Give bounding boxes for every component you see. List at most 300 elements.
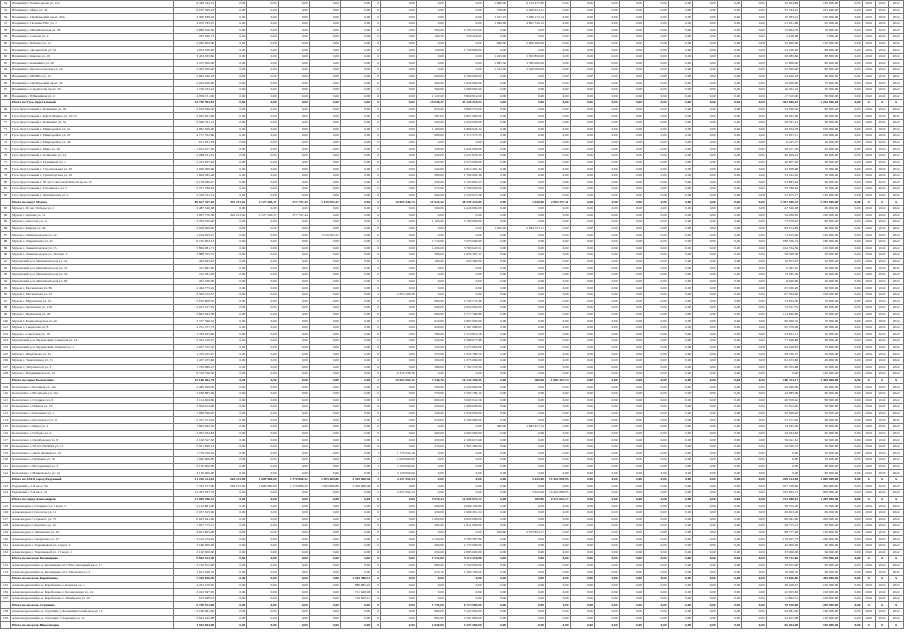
extra-cost-cell[interactable]: 0,00 — [840, 371, 862, 378]
value-cell[interactable]: 0,00 — [340, 232, 371, 239]
value-cell[interactable]: 0,00 — [619, 238, 644, 245]
year-cell[interactable]: 2022 — [875, 40, 888, 47]
value-cell[interactable]: 0,00 — [247, 357, 278, 364]
value-cell[interactable]: 0,00 — [742, 364, 767, 371]
value-cell[interactable]: 0,00 — [619, 463, 644, 470]
value-cell[interactable]: 0,00 — [742, 14, 767, 21]
value-cell[interactable]: 0 — [372, 338, 381, 345]
value-cell[interactable]: 0,00 — [216, 40, 247, 47]
value-cell[interactable]: 0,00 — [278, 238, 309, 245]
value-cell[interactable]: 0,00 — [595, 60, 620, 67]
specific-cost-cell[interactable]: 45 000,00 — [766, 542, 799, 549]
value-cell[interactable]: 0,00 — [668, 225, 693, 232]
specific-cost-cell[interactable]: 62 253,66 — [766, 357, 799, 364]
year-cell[interactable]: 2022 — [862, 397, 875, 404]
specific-cost-cell[interactable]: 0,00 — [766, 463, 799, 470]
total-cost-cell[interactable]: 1 857 715,31 — [173, 523, 215, 530]
value-cell[interactable]: 0,00 — [717, 609, 742, 616]
value-cell[interactable]: 0,00 — [717, 80, 742, 87]
value-cell[interactable]: 0,00 — [546, 516, 571, 523]
year-cell[interactable]: 2022 — [889, 60, 904, 67]
value-cell[interactable]: 0,00 — [595, 80, 620, 87]
value-cell[interactable]: 0,00 — [483, 371, 508, 378]
value-cell[interactable]: 0,00 — [717, 357, 742, 364]
value-cell[interactable]: 0,00 — [381, 47, 417, 54]
year-cell[interactable]: 2022 — [862, 298, 875, 305]
row-number-cell[interactable]: 118 — [1, 443, 11, 450]
value-cell[interactable]: 1 — [372, 463, 381, 470]
value-cell[interactable]: 0,00 — [570, 602, 595, 609]
value-cell[interactable]: 0,00 — [668, 529, 693, 536]
value-cell[interactable]: 0,00 — [381, 146, 417, 153]
value-cell[interactable]: 0,00 — [381, 192, 417, 199]
row-number-cell[interactable]: 137 — [1, 595, 11, 602]
value-cell[interactable]: 0,00 — [717, 622, 742, 629]
value-cell[interactable]: 0,00 — [247, 622, 278, 629]
year-cell[interactable]: 2022 — [862, 503, 875, 510]
value-cell[interactable]: 0,00 — [247, 1, 278, 8]
value-cell[interactable]: 0,00 — [247, 27, 278, 34]
value-cell[interactable]: 0,00 — [546, 14, 571, 21]
value-cell[interactable]: 0,00 — [340, 490, 371, 497]
value-cell[interactable]: 0,00 — [570, 159, 595, 166]
total-cost-cell[interactable]: 1 437 253,66 — [173, 357, 215, 364]
total-cost-cell[interactable]: 9 663 522,38 — [173, 556, 215, 563]
row-number-cell[interactable]: 114 — [1, 417, 11, 424]
value-cell[interactable]: 0,00 — [309, 562, 340, 569]
year-cell[interactable]: 2022 — [889, 285, 904, 292]
value-cell[interactable]: 0,00 — [483, 549, 508, 556]
row-number-cell[interactable]: 123 — [1, 483, 11, 490]
limit-cost-cell[interactable]: 100 000,00 — [800, 14, 840, 21]
extra-cost-cell[interactable]: 0,00 — [840, 509, 862, 516]
value-cell[interactable]: 300,00 — [416, 357, 445, 364]
extra-cost-cell[interactable]: 0,00 — [840, 311, 862, 318]
value-cell[interactable]: 640,00 — [416, 305, 445, 312]
value-cell[interactable]: 0,00 — [309, 245, 340, 252]
total-cost-cell[interactable]: 4 981 500,00 — [173, 126, 215, 133]
value-cell[interactable]: 0,00 — [693, 390, 718, 397]
value-cell[interactable]: 0 — [372, 344, 381, 351]
extra-cost-cell[interactable]: 0,00 — [840, 470, 862, 477]
value-cell[interactable]: 0 — [372, 93, 381, 100]
value-cell[interactable]: 0,00 — [570, 80, 595, 87]
year-cell[interactable]: 2022 — [875, 238, 888, 245]
value-cell[interactable]: 0 — [372, 258, 381, 265]
specific-cost-cell[interactable]: 44 081,00 — [766, 609, 799, 616]
address-cell[interactable]: Итого по поселок Карабаново — [11, 576, 174, 583]
year-cell[interactable]: 2022 — [875, 582, 888, 589]
value-cell[interactable]: 0,00 — [546, 73, 571, 80]
value-cell[interactable]: 0,00 — [381, 344, 417, 351]
value-cell[interactable]: 0,00 — [309, 503, 340, 510]
value-cell[interactable]: 0,00 — [668, 67, 693, 74]
extra-cost-cell[interactable]: 0,00 — [840, 589, 862, 596]
value-cell[interactable]: 0,00 — [483, 133, 508, 140]
value-cell[interactable]: 2 800 000,00 — [508, 40, 546, 47]
row-number-cell[interactable]: 91 — [1, 258, 11, 265]
extra-cost-cell[interactable]: 0,00 — [840, 126, 862, 133]
value-cell[interactable]: 0,00 — [216, 351, 247, 358]
address-cell[interactable]: Кольчугино г, Октябрьская ул, 8 — [11, 437, 174, 444]
value-cell[interactable]: 1 100,00 — [416, 219, 445, 226]
limit-cost-cell[interactable]: 20 000,00 — [800, 278, 840, 285]
value-cell[interactable]: 0,00 — [309, 80, 340, 87]
year-cell[interactable]: 2022 — [875, 470, 888, 477]
value-cell[interactable]: 0,00 — [278, 549, 309, 556]
value-cell[interactable]: 0,00 — [508, 576, 546, 583]
value-cell[interactable]: 0,00 — [742, 589, 767, 596]
value-cell[interactable]: 450,00 — [416, 549, 445, 556]
value-cell[interactable]: 0,00 — [381, 67, 417, 74]
value-cell[interactable]: 0,00 — [595, 536, 620, 543]
limit-cost-cell[interactable]: 60 000,00 — [800, 205, 840, 212]
specific-cost-cell[interactable]: 741 480,01 — [766, 496, 799, 503]
total-cost-cell[interactable]: 915 498,52 — [173, 595, 215, 602]
row-number-cell[interactable]: 125 — [1, 503, 11, 510]
limit-cost-cell[interactable]: 50 000,00 — [800, 172, 840, 179]
value-cell[interactable]: 490,00 — [416, 542, 445, 549]
year-cell[interactable]: 2022 — [889, 305, 904, 312]
value-cell[interactable]: 2 439 968,38 — [340, 483, 371, 490]
value-cell[interactable]: 0,00 — [216, 225, 247, 232]
value-cell[interactable]: 0 — [372, 133, 381, 140]
value-cell[interactable]: 0,00 — [668, 238, 693, 245]
value-cell[interactable]: 0,00 — [340, 172, 371, 179]
value-cell[interactable]: 0,00 — [693, 417, 718, 424]
address-cell[interactable]: Радужный г, 1-й кв-л, 3А — [11, 483, 174, 490]
value-cell[interactable]: 0,00 — [340, 159, 371, 166]
year-cell[interactable]: 2022 — [862, 483, 875, 490]
year-cell[interactable]: 2022 — [875, 344, 888, 351]
value-cell[interactable]: 0,00 — [644, 338, 669, 345]
value-cell[interactable]: 0,00 — [595, 404, 620, 411]
value-cell[interactable]: 0,00 — [216, 245, 247, 252]
year-cell[interactable]: 2022 — [889, 133, 904, 140]
value-cell[interactable]: 0,00 — [668, 7, 693, 14]
value-cell[interactable]: 2 268 077,48 — [445, 338, 483, 345]
value-cell[interactable]: 0 — [372, 529, 381, 536]
value-cell[interactable]: 0 — [372, 390, 381, 397]
value-cell[interactable]: 0,00 — [742, 562, 767, 569]
total-cost-cell[interactable]: 2 956 000,00 — [173, 166, 215, 173]
value-cell[interactable]: 0,00 — [693, 258, 718, 265]
value-cell[interactable]: 0,00 — [668, 364, 693, 371]
value-cell[interactable]: 0,00 — [717, 119, 742, 126]
value-cell[interactable]: 0,00 — [278, 139, 309, 146]
year-cell[interactable]: 2022 — [875, 14, 888, 21]
value-cell[interactable]: 0,00 — [381, 100, 417, 107]
value-cell[interactable]: 0,00 — [340, 7, 371, 14]
address-cell[interactable]: Муром г, Радиозаводское ш, 40 — [11, 318, 174, 325]
specific-cost-cell[interactable]: 58 754,20 — [766, 503, 799, 510]
value-cell[interactable]: 0,00 — [247, 80, 278, 87]
value-cell[interactable]: 0,00 — [644, 417, 669, 424]
value-cell[interactable]: 0,00 — [278, 509, 309, 516]
value-cell[interactable]: 0,00 — [619, 219, 644, 226]
value-cell[interactable]: 0,00 — [693, 556, 718, 563]
value-cell[interactable]: 0,00 — [340, 252, 371, 259]
value-cell[interactable]: 0,00 — [644, 457, 669, 464]
value-cell[interactable]: 0,00 — [668, 595, 693, 602]
value-cell[interactable]: 4 353 108,38 — [381, 291, 417, 298]
year-cell[interactable]: 2022 — [862, 410, 875, 417]
value-cell[interactable]: 0,00 — [381, 106, 417, 113]
value-cell[interactable]: 1 719 812,58 — [445, 331, 483, 338]
value-cell[interactable]: 0,00 — [247, 271, 278, 278]
value-cell[interactable]: 0,00 — [717, 351, 742, 358]
value-cell[interactable]: 0,00 — [247, 311, 278, 318]
total-cost-cell[interactable]: 2 021 840,72 — [173, 443, 215, 450]
value-cell[interactable]: 0,00 — [570, 424, 595, 431]
specific-cost-cell[interactable]: 80 041,96 — [766, 516, 799, 523]
extra-cost-cell[interactable]: 0,00 — [840, 265, 862, 272]
value-cell[interactable]: 600,00 — [416, 73, 445, 80]
value-cell[interactable]: 1 710,00 — [416, 238, 445, 245]
extra-cost-cell[interactable]: 0,00 — [840, 119, 862, 126]
value-cell[interactable]: 0,00 — [278, 245, 309, 252]
row-number-cell[interactable]: 117 — [1, 437, 11, 444]
year-cell[interactable]: 2022 — [889, 258, 904, 265]
row-number-cell[interactable]: 62 — [1, 53, 11, 60]
limit-cost-cell[interactable]: 30 000,00 — [800, 457, 840, 464]
year-cell[interactable]: 2022 — [862, 463, 875, 470]
value-cell[interactable]: 0,00 — [546, 93, 571, 100]
value-cell[interactable]: 0,00 — [483, 139, 508, 146]
value-cell[interactable]: 0,00 — [381, 318, 417, 325]
value-cell[interactable]: 0,00 — [483, 622, 508, 629]
value-cell[interactable]: 0,00 — [570, 450, 595, 457]
value-cell[interactable]: 0,00 — [216, 523, 247, 530]
value-cell[interactable]: 0,00 — [717, 364, 742, 371]
total-cost-cell[interactable]: 2 029 950,00 — [173, 80, 215, 87]
value-cell[interactable]: 0,00 — [508, 615, 546, 622]
year-cell[interactable]: 2022 — [862, 80, 875, 87]
limit-cost-cell[interactable]: 50 000,00 — [800, 450, 840, 457]
year-cell[interactable]: 2022 — [889, 430, 904, 437]
value-cell[interactable]: 370,00 — [416, 351, 445, 358]
value-cell[interactable]: 0,00 — [309, 126, 340, 133]
year-cell[interactable]: 2022 — [862, 443, 875, 450]
value-cell[interactable]: 0,00 — [278, 146, 309, 153]
value-cell[interactable]: 0,00 — [483, 126, 508, 133]
value-cell[interactable]: 0,00 — [483, 490, 508, 497]
year-cell[interactable]: 2022 — [862, 457, 875, 464]
total-cost-cell[interactable]: 2 464 775,24 — [173, 285, 215, 292]
year-cell[interactable]: 2022 — [889, 390, 904, 397]
value-cell[interactable]: 0,00 — [247, 384, 278, 391]
value-cell[interactable]: 0,00 — [693, 377, 718, 384]
value-cell[interactable]: 0,00 — [595, 450, 620, 457]
year-cell[interactable]: 2022 — [889, 457, 904, 464]
value-cell[interactable]: 0,00 — [595, 73, 620, 80]
value-cell[interactable]: 0,00 — [644, 430, 669, 437]
value-cell[interactable]: 0,00 — [570, 536, 595, 543]
value-cell[interactable]: 0,00 — [508, 113, 546, 120]
value-cell[interactable]: 0,00 — [668, 324, 693, 331]
value-cell[interactable]: 0,00 — [508, 311, 546, 318]
row-number-cell[interactable]: 103 — [1, 338, 11, 345]
value-cell[interactable]: 4 257 454,33 — [381, 490, 417, 497]
value-cell[interactable]: 0,00 — [742, 86, 767, 93]
specific-cost-cell[interactable]: 97 304,99 — [766, 291, 799, 298]
year-cell[interactable]: 2022 — [875, 139, 888, 146]
limit-cost-cell[interactable]: 60 000,00 — [800, 430, 840, 437]
value-cell[interactable]: 0,00 — [278, 311, 309, 318]
value-cell[interactable]: 0,00 — [508, 569, 546, 576]
value-cell[interactable]: 0,00 — [570, 186, 595, 193]
value-cell[interactable]: 0,00 — [644, 205, 669, 212]
value-cell[interactable]: 0,00 — [717, 186, 742, 193]
value-cell[interactable]: 0 — [372, 238, 381, 245]
year-cell[interactable]: X — [862, 199, 875, 206]
row-number-cell[interactable]: 131 — [1, 542, 11, 549]
value-cell[interactable]: 0,00 — [742, 60, 767, 67]
specific-cost-cell[interactable]: 15 285,50 — [766, 271, 799, 278]
value-cell[interactable]: 0,00 — [546, 86, 571, 93]
value-cell[interactable]: 0,00 — [717, 113, 742, 120]
value-cell[interactable]: 0,00 — [216, 47, 247, 54]
value-cell[interactable]: 0,00 — [216, 410, 247, 417]
value-cell[interactable]: 0,00 — [309, 609, 340, 616]
value-cell[interactable]: 0,00 — [693, 199, 718, 206]
year-cell[interactable]: 2022 — [889, 357, 904, 364]
value-cell[interactable]: 0,00 — [742, 225, 767, 232]
limit-cost-cell[interactable]: 60 000,00 — [800, 119, 840, 126]
address-cell[interactable]: Муромский р-н, Муромский, Северная ул, 19 — [11, 338, 174, 345]
value-cell[interactable]: 0,00 — [416, 582, 445, 589]
value-cell[interactable]: 0,00 — [508, 172, 546, 179]
value-cell[interactable]: 0 — [372, 106, 381, 113]
address-cell[interactable]: Гусь-Хрустальный г, 50 лет Советской Власти пр-кт, 27 — [11, 179, 174, 186]
value-cell[interactable]: 0,00 — [278, 410, 309, 417]
year-cell[interactable]: 2022 — [875, 133, 888, 140]
value-cell[interactable]: 0,00 — [717, 225, 742, 232]
value-cell[interactable]: 0,00 — [595, 153, 620, 160]
value-cell[interactable]: 0,00 — [247, 93, 278, 100]
value-cell[interactable]: 0,00 — [216, 377, 247, 384]
limit-cost-cell[interactable]: 70 000,00 — [800, 298, 840, 305]
value-cell[interactable]: 0,00 — [483, 503, 508, 510]
value-cell[interactable]: 0,00 — [278, 536, 309, 543]
row-number-cell[interactable]: 79 — [1, 172, 11, 179]
value-cell[interactable]: 1 200,00 — [416, 245, 445, 252]
value-cell[interactable]: 0,00 — [309, 133, 340, 140]
row-number-cell[interactable]: 108 — [1, 371, 11, 378]
value-cell[interactable]: 0,00 — [644, 602, 669, 609]
value-cell[interactable]: 0,00 — [340, 53, 371, 60]
value-cell[interactable]: 0,00 — [381, 212, 417, 219]
value-cell[interactable]: 0,00 — [483, 357, 508, 364]
value-cell[interactable]: 0,00 — [508, 430, 546, 437]
value-cell[interactable]: 0,00 — [717, 318, 742, 325]
value-cell[interactable]: 0,00 — [483, 34, 508, 41]
year-cell[interactable]: 2022 — [875, 615, 888, 622]
specific-cost-cell[interactable]: 76 538,08 — [766, 602, 799, 609]
value-cell[interactable]: 0,00 — [595, 318, 620, 325]
value-cell[interactable]: 0,00 — [644, 258, 669, 265]
value-cell[interactable]: 0,00 — [445, 14, 483, 21]
value-cell[interactable]: 1 790 062,36 — [445, 172, 483, 179]
value-cell[interactable]: 0,00 — [483, 80, 508, 87]
value-cell[interactable]: 0 — [372, 60, 381, 67]
total-cost-cell[interactable]: 3 403 933,66 — [173, 53, 215, 60]
value-cell[interactable]: 1 770 886,42 — [278, 476, 309, 483]
value-cell[interactable]: 0,00 — [546, 47, 571, 54]
value-cell[interactable]: 0,00 — [668, 60, 693, 67]
value-cell[interactable]: 0,00 — [445, 424, 483, 431]
extra-cost-cell[interactable]: 0,00 — [840, 7, 862, 14]
value-cell[interactable]: 0,00 — [508, 47, 546, 54]
year-cell[interactable]: 2022 — [875, 113, 888, 120]
value-cell[interactable]: 0,00 — [340, 424, 371, 431]
value-cell[interactable]: 0,00 — [483, 159, 508, 166]
extra-cost-cell[interactable]: 0,00 — [840, 80, 862, 87]
limit-cost-cell[interactable]: 100 000,00 — [800, 291, 840, 298]
value-cell[interactable]: 0,00 — [340, 384, 371, 391]
value-cell[interactable]: 209,80 — [508, 496, 546, 503]
value-cell[interactable]: 0,00 — [278, 53, 309, 60]
value-cell[interactable]: 0,00 — [216, 357, 247, 364]
value-cell[interactable]: 396,00 — [416, 252, 445, 259]
total-cost-cell[interactable]: 2 638 885,09 — [173, 390, 215, 397]
value-cell[interactable]: 0,00 — [483, 278, 508, 285]
value-cell[interactable]: 0,00 — [278, 271, 309, 278]
value-cell[interactable]: 0,00 — [570, 470, 595, 477]
extra-cost-cell[interactable]: 0,00 — [840, 324, 862, 331]
value-cell[interactable]: 0,00 — [216, 53, 247, 60]
value-cell[interactable]: 0,00 — [570, 576, 595, 583]
value-cell[interactable]: 0,00 — [381, 252, 417, 259]
address-cell[interactable]: Гусь-Хрустальный г, Микрорайон ул, 25 — [11, 133, 174, 140]
year-cell[interactable]: 2022 — [875, 609, 888, 616]
value-cell[interactable]: 0,00 — [570, 595, 595, 602]
row-number-cell[interactable]: 122 — [1, 470, 11, 477]
value-cell[interactable]: 0,00 — [668, 14, 693, 21]
value-cell[interactable]: 0,00 — [416, 278, 445, 285]
value-cell[interactable]: 0,00 — [483, 476, 508, 483]
value-cell[interactable]: 0,00 — [381, 562, 417, 569]
value-cell[interactable]: 0,00 — [216, 384, 247, 391]
year-cell[interactable]: 2022 — [889, 278, 904, 285]
value-cell[interactable]: 0,00 — [644, 285, 669, 292]
value-cell[interactable]: 0,00 — [693, 430, 718, 437]
row-number-cell[interactable]: 60 — [1, 40, 11, 47]
value-cell[interactable]: 0,00 — [742, 119, 767, 126]
value-cell[interactable]: 16 134 456,35 — [445, 377, 483, 384]
value-cell[interactable]: 0,00 — [742, 536, 767, 543]
total-cost-cell[interactable]: 13 463 637,76 — [173, 490, 215, 497]
address-cell[interactable]: Кольчугино г, Базарная ул, 14а — [11, 384, 174, 391]
value-cell[interactable]: 1 702 533,39 — [445, 364, 483, 371]
value-cell[interactable]: 0,00 — [247, 351, 278, 358]
year-cell[interactable]: 2022 — [862, 271, 875, 278]
value-cell[interactable]: 0,00 — [644, 245, 669, 252]
address-cell[interactable]: Итого по Гусь-Хрустальный — [11, 100, 174, 107]
value-cell[interactable]: 0,00 — [619, 324, 644, 331]
value-cell[interactable]: 0,00 — [483, 245, 508, 252]
value-cell[interactable]: 0,00 — [644, 437, 669, 444]
year-cell[interactable]: 2022 — [862, 119, 875, 126]
address-cell[interactable]: Муромский р-н, Механизаторов ул, 41 — [11, 258, 174, 265]
value-cell[interactable]: 0,00 — [619, 437, 644, 444]
value-cell[interactable]: 0,00 — [216, 126, 247, 133]
value-cell[interactable]: 0,00 — [247, 615, 278, 622]
value-cell[interactable]: 0,00 — [619, 311, 644, 318]
value-cell[interactable]: 0,00 — [546, 351, 571, 358]
value-cell[interactable]: 0,00 — [247, 576, 278, 583]
total-cost-cell[interactable]: 3 807 776,38 — [173, 212, 215, 219]
